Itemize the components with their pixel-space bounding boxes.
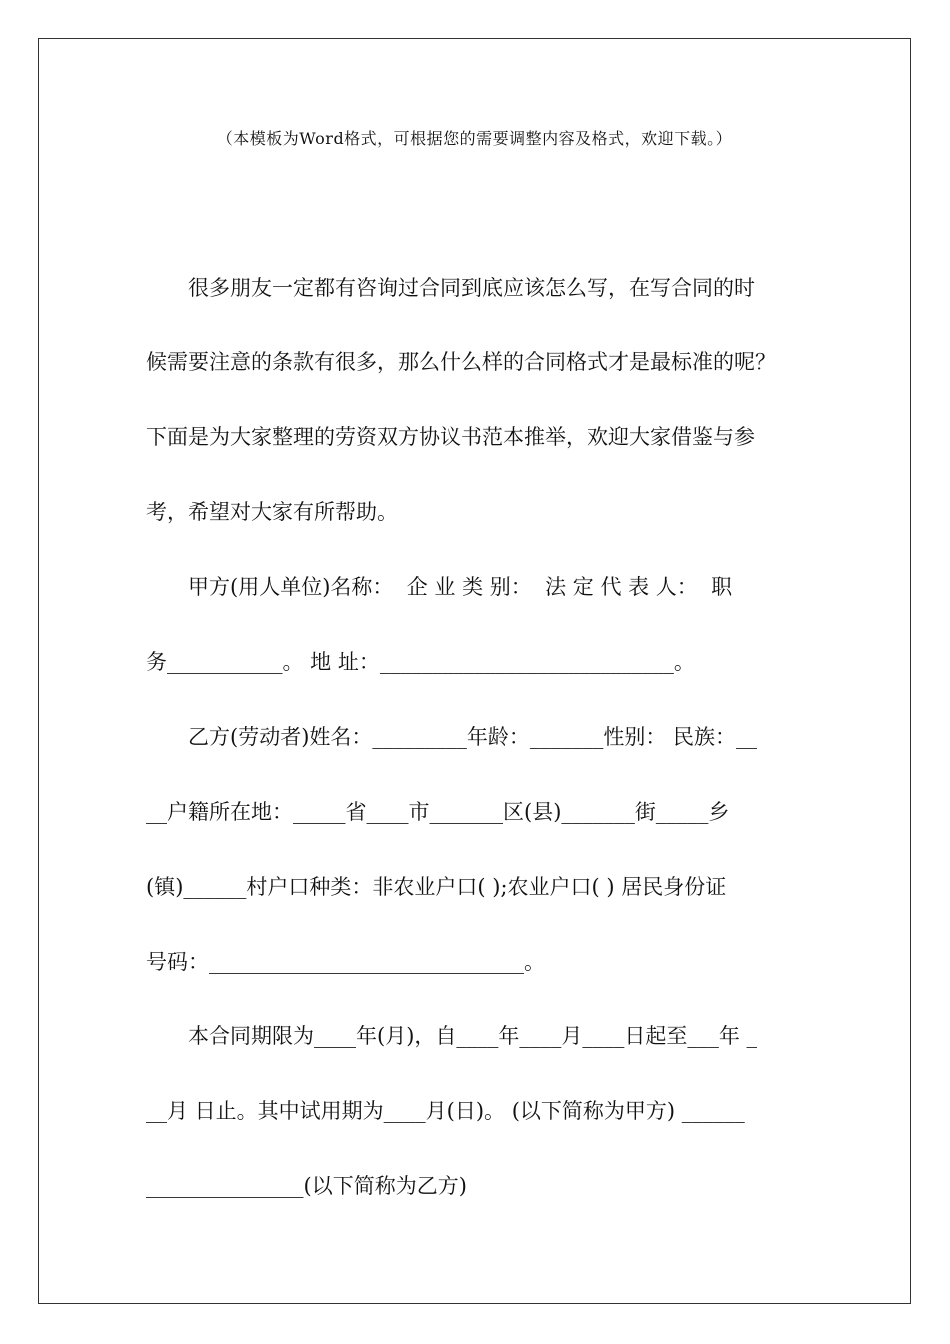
- paragraph-intro-line-2: 候需要注意的条款有很多，那么什么样的合同格式才是最标准的呢？: [146, 350, 776, 374]
- party-b-line-2: __户籍所在地：_____省____市_______区(县)_______街_____乡: [146, 800, 730, 824]
- paragraph-intro-line-3: 下面是为大家整理的劳资双方协议书范本推举，欢迎大家借鉴与参: [146, 425, 755, 449]
- paragraph-intro-line-4: 考，希望对大家有所帮助。: [146, 500, 398, 524]
- term-line-1: 本合同期限为____年(月)，自____年____月____日起至___年 _: [188, 1024, 758, 1048]
- party-a-line-1: 甲方(用人单位)名称： 企 业 类 别： 法 定 代 表 人： 职: [188, 575, 733, 599]
- paragraph-intro-line-1: 很多朋友一定都有咨询过合同到底应该怎么写，在写合同的时: [188, 276, 755, 300]
- party-b-line-4: 号码：______________________________。: [146, 950, 545, 974]
- party-a-line-2: 务___________。 地 址：____________________________。: [146, 650, 695, 674]
- template-note: （本模板为Word格式，可根据您的需要调整内容及格式，欢迎下载。）: [216, 129, 733, 148]
- term-line-2: __月 日止。其中试用期为____月(日)。 (以下简称为甲方) ______: [146, 1099, 745, 1123]
- party-b-line-3: (镇)______村户口种类：非农业户口( );农业户口( ) 居民身份证: [146, 875, 727, 899]
- party-b-line-1: 乙方(劳动者)姓名：_________年龄：_______性别： 民族：__: [188, 725, 758, 749]
- term-line-3: _______________(以下简称为乙方): [146, 1174, 467, 1198]
